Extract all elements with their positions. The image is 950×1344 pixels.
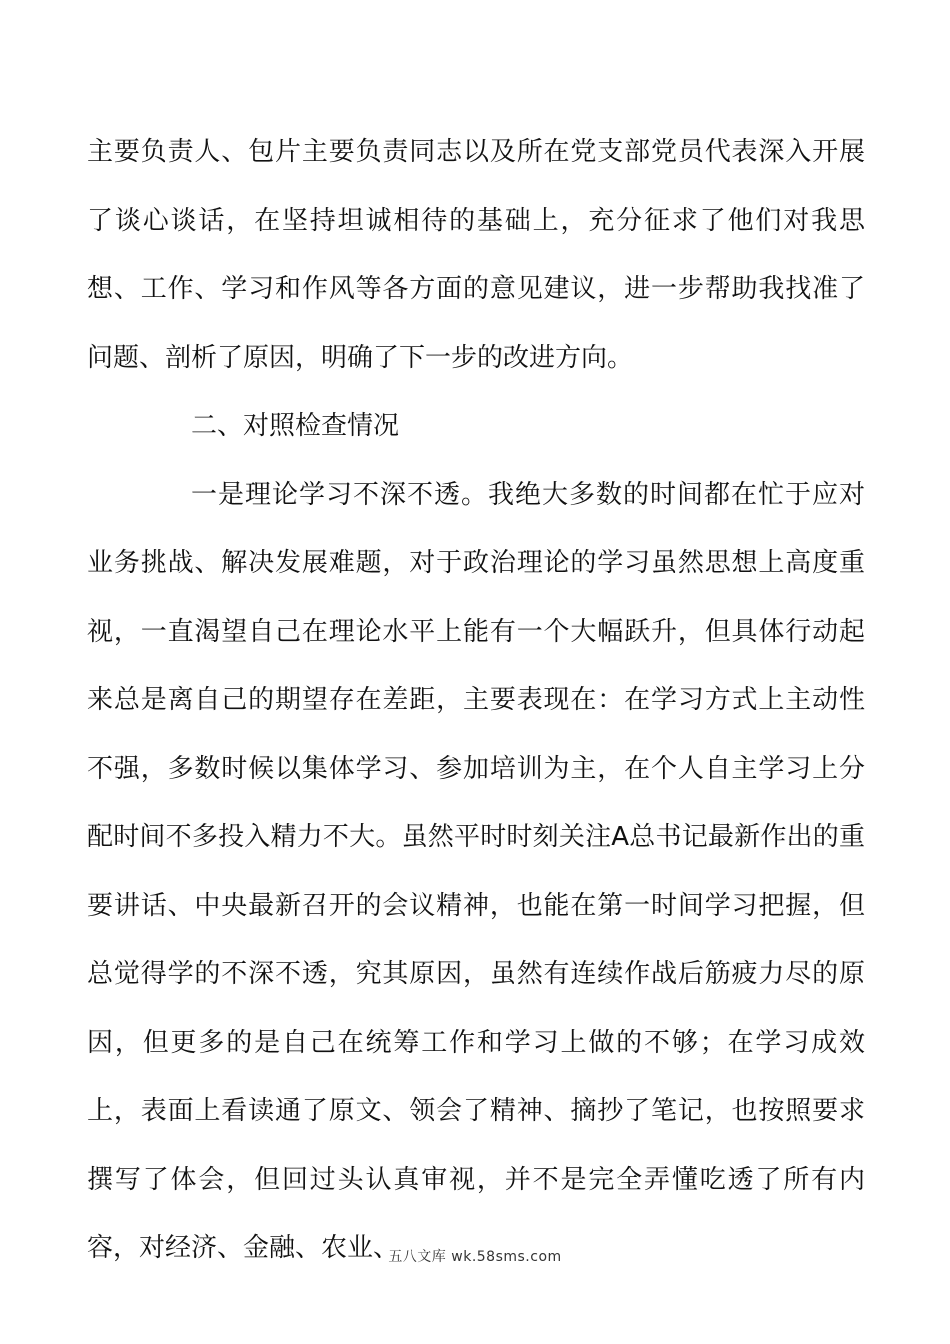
- footer-watermark: 五八文库 wk.58sms.com: [388, 1249, 562, 1265]
- paragraph-theory-study: 一是理论学习不深不透。我绝大多数的时间都在忙于应对业务挑战、解决发展难题，对于政治理论的学习虽然思想上高度重视，一直渴望自己在理论水平上能有一个大幅跃升，但具体行动起来总是离自己的期望存在差距，主要表现在：在学习方式上主动性不强，多数时候以集体学习、参加培训为主，在个人自主学习上分配时间不多投入精力不大。虽然平时时刻关注A总书记最新作出的重要讲话、中央最新召开的会议精神，也能在第一时间学习把握，但总觉得学的不深不透，究其原因，虽然有连续作战后筋疲力尽的原因，但更多的是自己在统筹工作和学习上做的不够；在学习成效上，表面上看读通了原文、领会了精神、摘抄了笔记，也按照要求撰写了体会，但回过头认真审视，并不是完全弄懂吃透了所有内容，对经济、金融、农业、: [87, 479, 865, 1263]
- paragraph-talks: 主要负责人、包片主要负责同志以及所在党支部党员代表深入开展了谈心谈话，在坚持坦诚相待的基础上，充分征求了他们对我思想、工作、学习和作风等各方面的意见建议，进一步帮助我找准了问题、剖析了原因，明确了下一步的改进方向。: [87, 137, 865, 373]
- section-heading-comparison-check: 二、对照检查情况: [191, 411, 400, 441]
- document-body: [87, 118, 865, 1283]
